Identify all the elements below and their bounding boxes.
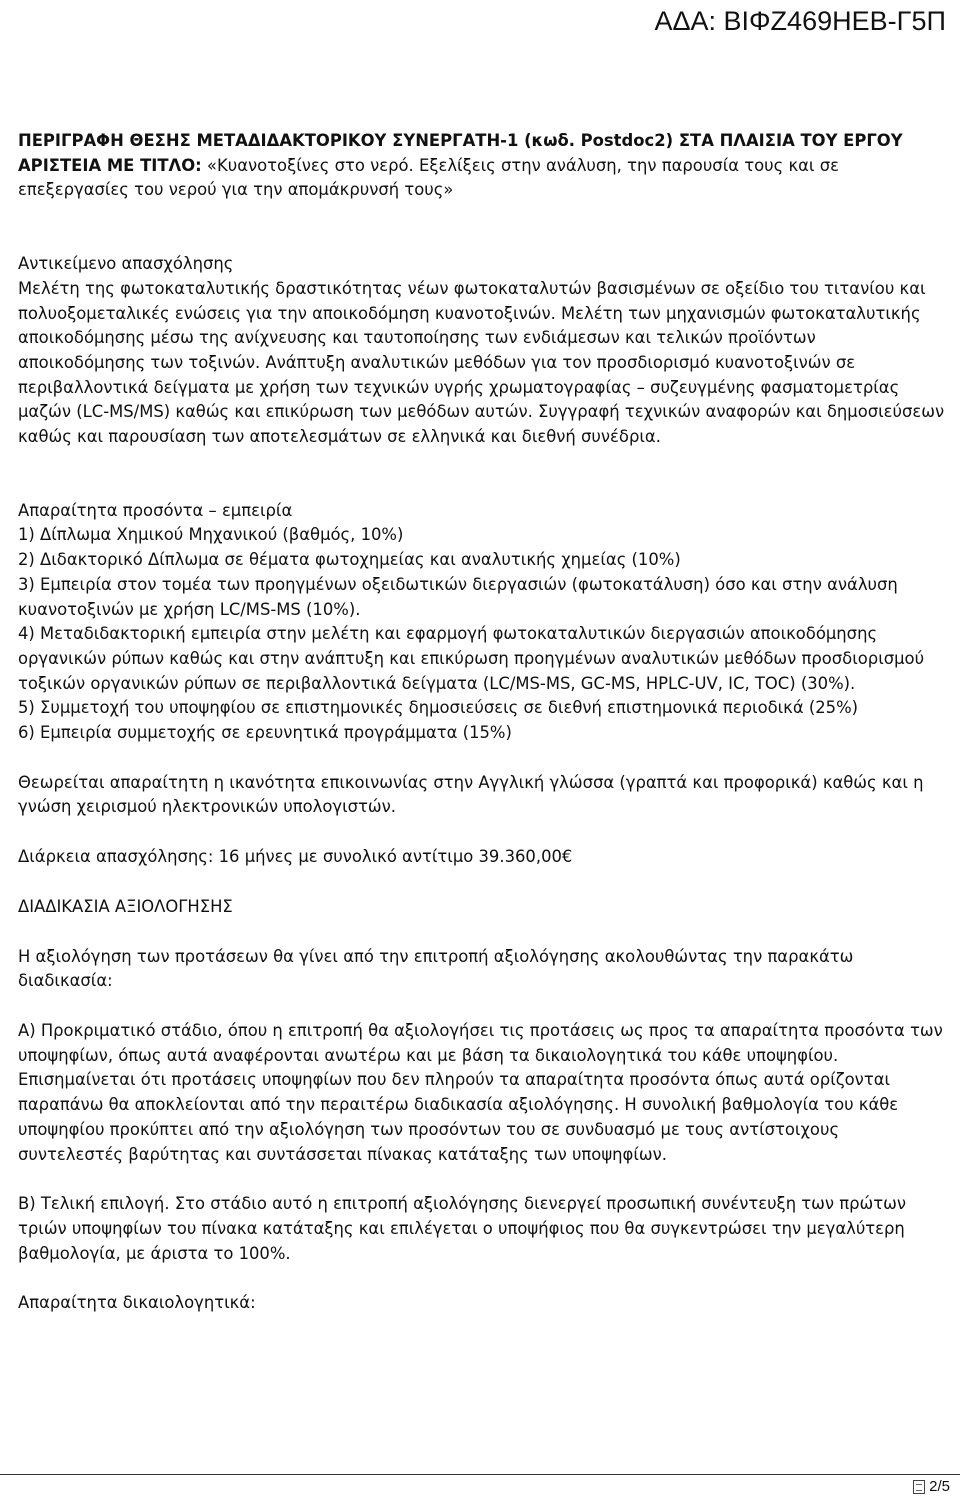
evaluation-stage-b: Β) Τελική επιλογή. Στο στάδιο αυτό η επιτροπή αξιολόγησης διενεργεί προσωπική συνέντευξη των πρώτων τριών υποψηφίων του πίνακα κατάταξης και επιλέγεται ο υποψήφιος που θα συγκεντρώσει την μεγαλύτερη βαθμολογία, με άριστα το 100%.: [18, 1194, 906, 1263]
title-regular: «Κυανοτοξίνες στο νερό. Εξελίξεις στην ανάλυση, την παρουσία τους και σε επεξεργασίες του νερού για την απομάκρυνσή τους»: [18, 155, 839, 200]
evaluation-intro: Η αξιολόγηση των προτάσεων θα γίνει από την επιτροπή αξιολόγησης ακολουθώντας την παρακάτω διαδικασία:: [18, 946, 854, 991]
document-body: [18, 129, 948, 1316]
requirement-item: 4) Μεταδιδακτορική εμπειρία στην μελέτη και εφαρμογή φωτοκαταλυτικών διεργασιών αποικοδόμησης οργανικών ρύπων καθώς και στην ανάπτυξη και επικύρωση προηγμένων αναλυτικών μεθόδων προσδιορισμού τοξικών οργανικών ρύπων σε περιβαλλοντικά δείγματα (LC/MS-MS, GC-MS, HPLC-UV, IC, TOC) (30%).: [18, 624, 925, 693]
requirements-heading: Απαραίτητα προσόντα – εμπειρία: [18, 500, 293, 520]
documents-heading: Απαραίτητα δικαιολογητικά:: [18, 1293, 256, 1313]
evaluation-heading: ΔΙΑΔΙΚΑΣΙΑ ΑΞΙΟΛΟΓΗΣΗΣ: [18, 896, 233, 916]
evaluation-stage-a: Α) Προκριματικό στάδιο, όπου η επιτροπή θα αξιολογήσει τις προτάσεις ως προς τα απαραίτητα προσόντα των υποψηφίων, όπως αυτά αναφέρονται ανωτέρω και με βάση τα δικαιολογητικά του κάθε υποψηφίου. Επισημαίνεται ότι προτάσεις υποψηφίων που δεν πληρούν τα απαραίτητα προσόντα όπως αυτά ορίζονται παραπάνω θα αποκλείονται από την περαιτέρω διαδικασία αξιολόγησης. Η συνολική βαθμολογία του κάθε υποψηφίου προκύπτει από την αξιολόγηση των προσόντων του σε συνδυασμό με τους αντίστοιχους συντελεστές βαρύτητας και συντάσσεται πίνακας κατάταξης των υποψηφίων.: [18, 1020, 943, 1164]
language-requirement: Θεωρείται απαραίτητη η ικανότητα επικοινωνίας στην Αγγλική γλώσσα (γραπτά και προφορικά) καθώς και η γνώση χειρισμού ηλεκτρονικών υπολογιστών.: [18, 772, 924, 817]
object-text: Μελέτη της φωτοκαταλυτικής δραστικότητας νέων φωτοκαταλυτών βασισμένων σε οξείδιο του τιτανίου και πολυοξομεταλικές ενώσεις για την αποικοδόμηση κυανοτοξινών. Μελέτη των μηχανισμών φωτοκαταλυτικής αποικοδόμησης μέσω της ανίχνευσης και ταυτοποίησης των ενδιάμεσων και τελικών προϊόντων αποικοδόμησης των τοξινών. Ανάπτυξη αναλυτικών μεθόδων για τον προσδιορισμό κυανοτοξινών σε περιβαλλοντικά δείγματα με χρήση των τεχνικών υγρής χρωματογραφίας – συζευγμένης φασματομετρίας μαζών (LC-MS/MS) καθώς και επικύρωση των μεθόδων αυτών. Συγγραφή τεχνικών αναφορών και δημοσιεύσεων καθώς και παρουσίαση των αποτελεσμάτων σε ελληνικά και διεθνή συνέδρια.: [18, 278, 945, 447]
duration-text: Διάρκεια απασχόλησης: 16 μήνες με συνολικό αντίτιμο 39.360,00€: [18, 847, 573, 867]
object-heading: Αντικείμενο απασχόλησης: [18, 254, 234, 274]
requirement-item: 3) Εμπειρία στον τομέα των προηγμένων οξειδωτικών διεργασιών (φωτοκατάλυση) όσο και στην ανάλυση κυανοτοξινών με χρήση LC/MS-MS (10%).: [18, 574, 898, 619]
page-label: 2/5: [929, 1478, 950, 1495]
page-number: [913, 1478, 950, 1495]
document-title: [18, 129, 948, 203]
requirement-item: 6) Εμπειρία συμμετοχής σε ερευνητικά προγράμματα (15%): [18, 723, 512, 743]
title-bold: ΠΕΡΙΓΡΑΦΗ ΘΕΣΗΣ ΜΕΤΑΔΙΔΑΚΤΟΡΙΚΟΥ ΣΥΝΕΡΓΑΤΗ-1 (κωδ. Postdoc2) ΣΤΑ ΠΛΑΙΣΙΑ ΤΟΥ ΕΡΓΟΥ ΑΡΙΣΤΕΙΑ ΜΕ ΤΙΤΛΟ:: [18, 131, 903, 175]
ada-code: ΑΔΑ: ΒΙΦΖ469ΗΕΒ-Γ5Π: [654, 6, 946, 36]
requirement-item: 5) Συμμετοχή του υποψηφίου σε επιστημονικές δημοσιεύσεις σε διεθνή επιστημονικά περιοδικά (25%): [18, 698, 859, 718]
requirement-item: 2) Διδακτορικό Δίπλωμα σε θέματα φωτοχημείας και αναλυτικής χημείας (10%): [18, 550, 681, 570]
page-icon: [913, 1480, 925, 1494]
requirement-item: 1) Δίπλωμα Χημικού Μηχανικού (βαθμός, 10%): [18, 525, 404, 545]
footer-divider: [0, 1474, 960, 1475]
